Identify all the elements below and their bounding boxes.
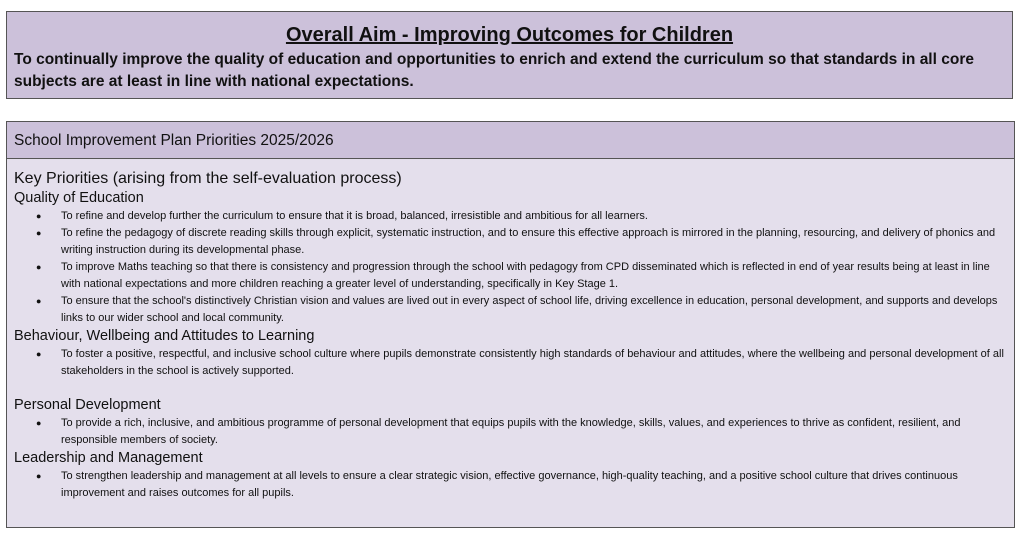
overall-aim-box	[6, 11, 1013, 99]
list-item: ● To foster a positive, respectful, and inclusive school culture where pupils demonstrate consistently high standards of behaviour and attitudes, where the wellbeing and personal development of all stakeholders in the school is actively supported.	[14, 346, 1008, 380]
aim-statement: To continually improve the quality of education and opportunities to enrich and extend the curriculum so that standards in all core subjects are at least in line with national expectations.	[14, 51, 974, 90]
plan-body	[7, 159, 1014, 502]
list-item: ● To refine and develop further the curriculum to ensure that it is broad, balanced, irresistible and ambitious for all learners.	[14, 208, 1008, 225]
list-item: ● To refine the pedagogy of discrete reading skills through explicit, systematic instruction, and to ensure this effective approach is mirrored in the planning, resourcing, and delivery of phonics and writing instruction during its developmental phase.	[14, 225, 1008, 259]
leadership-management-list	[14, 468, 1008, 502]
improvement-plan-box	[6, 121, 1015, 528]
list-item: ● To ensure that the school's distinctively Christian vision and values are lived out in every aspect of school life, driving excellence in education, personal development, and supports and develops links to our wider school and local community.	[14, 293, 1008, 327]
personal-development-list	[14, 415, 1008, 449]
list-item: ● To strengthen leadership and management at all levels to ensure a clear strategic vision, effective governance, high-quality teaching, and a positive school culture that drives continuous improvement and raises outcomes for all pupils.	[14, 468, 1008, 502]
key-priorities-heading: Key Priorities (arising from the self-evaluation process)	[14, 170, 402, 187]
section-heading-leadership-management: Leadership and Management	[14, 450, 203, 466]
section-heading-quality-of-education: Quality of Education	[14, 190, 144, 206]
section-heading-behaviour-wellbeing: Behaviour, Wellbeing and Attitudes to Learning	[14, 328, 315, 344]
list-item: ● To provide a rich, inclusive, and ambitious programme of personal development that equips pupils with the knowledge, skills, values, and experiences to thrive as confident, resilient, and responsible members of society.	[14, 415, 1008, 449]
quality-of-education-list	[14, 208, 1008, 327]
plan-header: School Improvement Plan Priorities 2025/2026	[7, 122, 1014, 159]
aim-title: Overall Aim - Improving Outcomes for Children	[285, 24, 734, 46]
list-item: ● To improve Maths teaching so that there is consistency and progression through the school with pedagogy from CPD disseminated which is reflected in end of year results being at least in line with national expectations and more children reaching a greater level of understanding, specifically in Key Stage 1.	[14, 259, 1008, 293]
section-heading-personal-development: Personal Development	[14, 397, 161, 413]
behaviour-wellbeing-list	[14, 346, 1008, 380]
